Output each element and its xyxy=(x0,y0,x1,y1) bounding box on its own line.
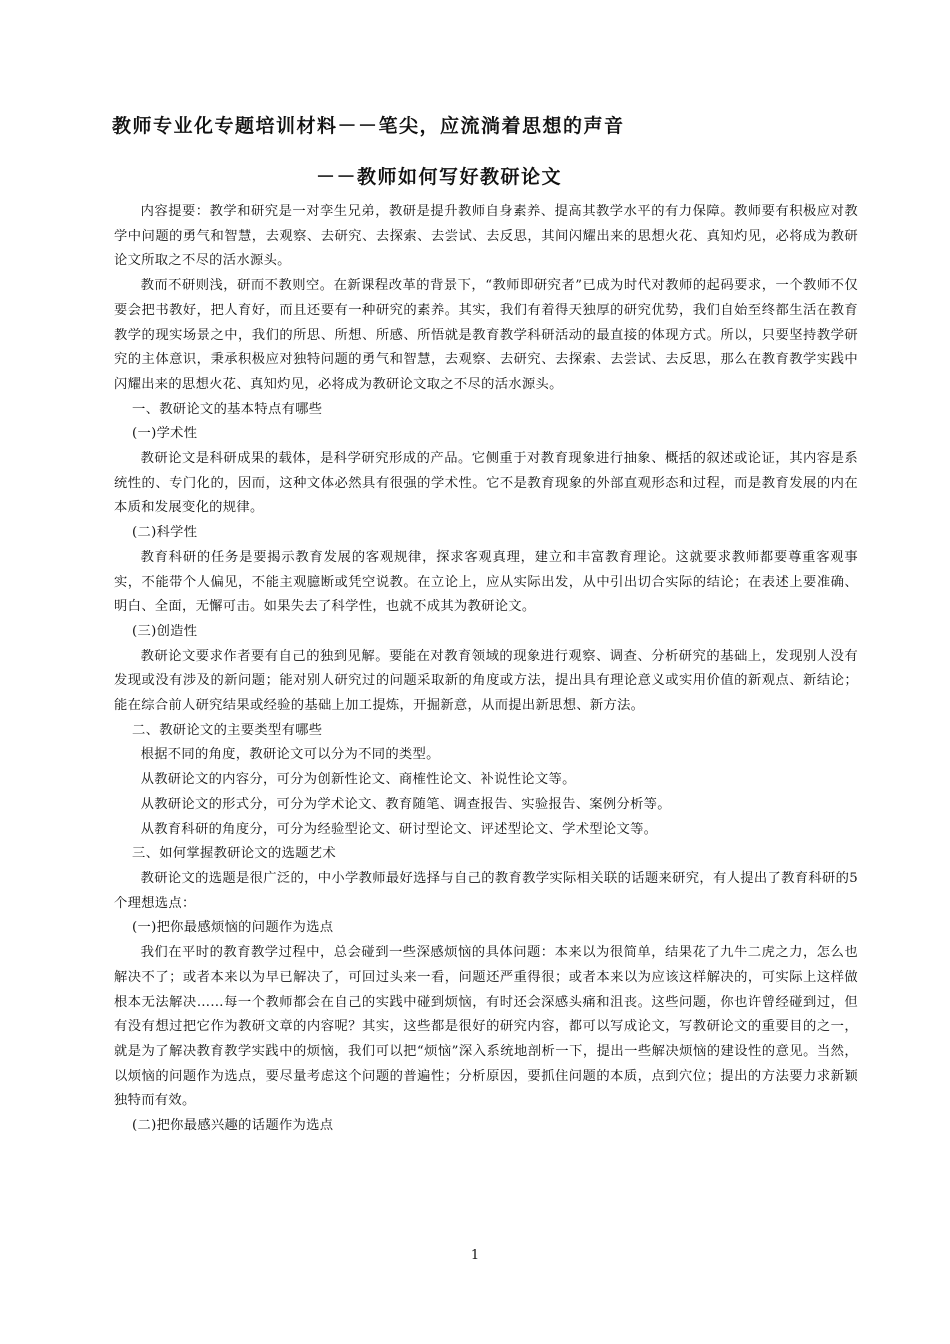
section-heading: 二、教研论文的主要类型有哪些 xyxy=(132,722,323,738)
subsection-heading: (三)创造性 xyxy=(132,623,198,639)
subsection-heading: (二)把你最感兴趣的话题作为选点 xyxy=(132,1118,334,1134)
body-paragraph: 从教研论文的内容分，可分为创新性论文、商榷性论文、补说性论文等。 xyxy=(140,772,576,788)
body-paragraph: 根据不同的角度，教研论文可以分为不同的类型。 xyxy=(140,747,440,763)
body-paragraph: 从教育科研的角度分，可分为经验型论文、研讨型论文、评述型论文、学术型论文等。 xyxy=(140,821,658,837)
body-paragraph: 从教研论文的形式分，可分为学术论文、教育随笔、调查报告、实验报告、案例分析等。 xyxy=(140,796,671,812)
subsection-heading: (二)科学性 xyxy=(132,525,198,541)
body-paragraph: 教研论文要求作者要有自己的独到见解。要能在对教育领域的现象进行观察、调查、分析研究的基础上，发现别人没有发现或没有涉及的新问题；能对别人研究过的问题采取新的角度或方法，提出具有理论意义或实用价值的新观点、新结论；能在综合前人研究结果或经验的基础上加工提炼，开掘新意，从而提出新思想、新方法。 xyxy=(114,648,858,714)
body-paragraph: 教研论文的选题是很广泛的，中小学教师最好选择与自己的教育教学实际相关联的话题来研究，有人提出了教育科研的5个理想选点： xyxy=(114,870,858,911)
body-paragraph: 教育科研的任务是要揭示教育发展的客观规律，探求客观真理，建立和丰富教育理论。这就要求教师都要尊重客观事实，不能带个人偏见，不能主观臆断或凭空说教。在立论上，应从实际出发，从中引出切合实际的结论；在表述上要准确、明白、全面，无懈可击。如果失去了科学性，也就不成其为教研论文。 xyxy=(114,549,858,615)
section-heading: 三、如何掌握教研论文的选题艺术 xyxy=(132,846,336,862)
body-paragraph: 教研论文是科研成果的载体，是科学研究形成的产品。它侧重于对教育现象进行抽象、概括的叙述或论证，其内容是系统性的、专门化的，因而，这种文体必然具有很强的学术性。它不是教育现象的外部直观形态和过程，而是教育发展的内在本质和发展变化的规律。 xyxy=(114,451,858,516)
abstract-paragraph: 内容提要：教学和研究是一对孪生兄弟，教研是提升教师自身素养、提高其教学水平的有力保障。教师要有积极应对教学中问题的勇气和智慧，去观察、去研究、去探索、去尝试、去反思，其间闪耀出来的思想火花、真知灼见，必将成为教研论文所取之不尽的活水源头。 xyxy=(114,204,858,269)
document-subtitle: －－教师如何写好教研论文 xyxy=(316,166,563,188)
subsection-heading: (一)学术性 xyxy=(132,426,198,442)
subsection-heading: (一)把你最感烦恼的问题作为选点 xyxy=(132,920,334,936)
document-body xyxy=(114,200,858,1139)
page-number: 1 xyxy=(470,1248,480,1263)
section-heading: 一、教研论文的基本特点有哪些 xyxy=(132,401,323,417)
body-paragraph: 教而不研则浅，研而不教则空。在新课程改革的背景下，“教师即研究者”已成为时代对教师的起码要求，一个教师不仅要会把书教好，把人育好，而且还要有一种研究的素养。其实，我们有着得天独厚的研究优势，我们自始至终都生活在教育教学的现实场景之中，我们的所思、所想、所感、所悟就是教育教学科研活动的最直接的体现方式。所以，只要坚持教学研究的主体意识，秉承积极应对独特问题的勇气和智慧，去观察、去研究、去探索、去尝试、去反思，那么在教育教学实践中闪耀出来的思想火花、真知灼见，必将成为教研论文取之不尽的活水源头。 xyxy=(114,278,858,392)
document-title: 教师专业化专题培训材料－－笔尖，应流淌着思想的声音 xyxy=(112,115,625,137)
body-paragraph: 我们在平时的教育教学过程中，总会碰到一些深感烦恼的具体问题：本来以为很简单，结果花了九牛二虎之力，怎么也解决不了；或者本来以为早已解决了，可回过头来一看，问题还严重得很；或者本来以为应该这样解决的，可实际上这样做根本无法解决……每一个教师都会在自己的实践中碰到烦恼，有时还会深感头痛和沮丧。这些问题，你也许曾经碰到过，但有没有想过把它作为教研文章的内容呢？其实，这些都是很好的研究内容，都可以写成论文，写教研论文的重要目的之一，就是为了解决教育教学实践中的烦恼，我们可以把“烦恼”深入系统地剖析一下，提出一些解决烦恼的建设性的意见。当然，以烦恼的问题作为选点，要尽量考虑这个问题的普遍性；分析原因，要抓住问题的本质，点到穴位；提出的方法要力求新颖独特而有效。 xyxy=(114,945,858,1109)
